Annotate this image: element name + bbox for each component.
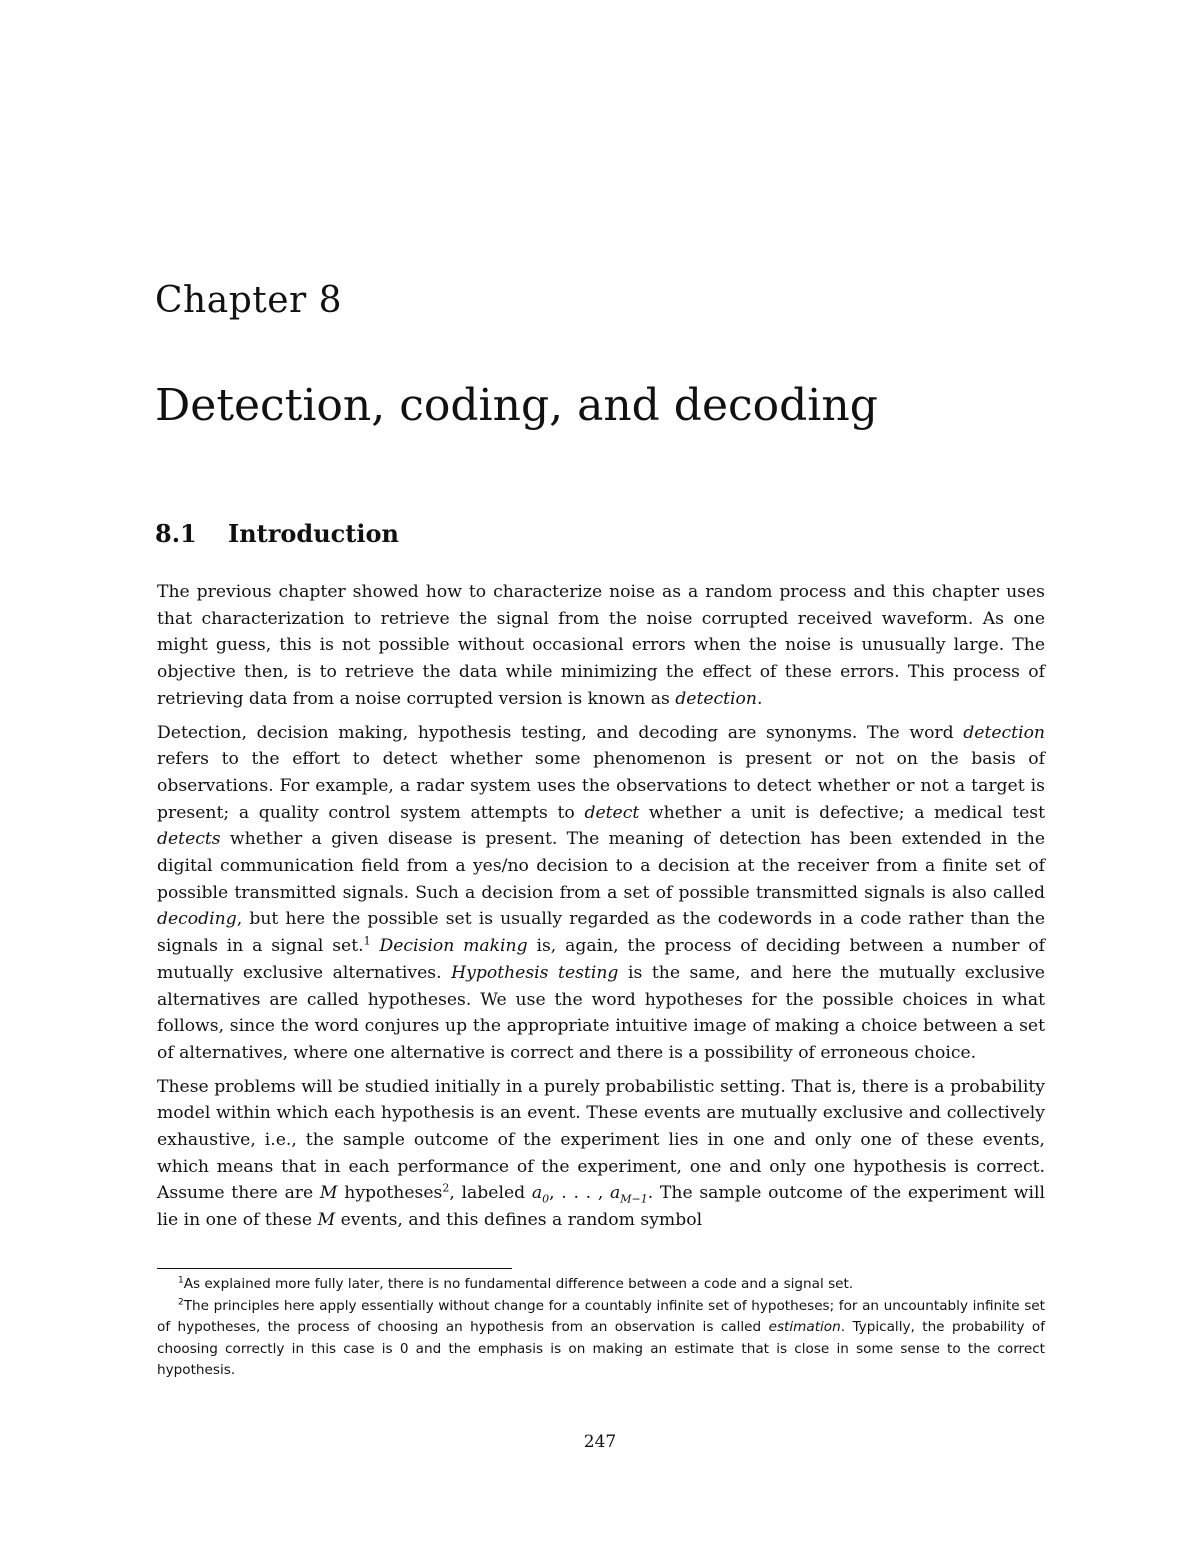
p2-emph-decision-making: Decision making [379,936,528,957]
footnote-ref-2[interactable]: 2 [442,1181,450,1195]
footnote-divider [157,1268,512,1269]
p2-text-b: refers to the effort to detect whether some phenomenon is present or not on the basis of observations. For example, a radar system uses the observations to detect whether or not a target is present; a quality control system attempts to [157,749,1045,823]
footnote-2-emph-estimation: estimation [768,1319,841,1335]
math-ellipsis: , . . . , [549,1183,610,1204]
footnote-2-mark: 2 [178,1296,184,1307]
p1-text-a: The previous chapter showed how to characterize noise as a random process and this chapter uses that characterization to retrieve the signal from the noise corrupted received waveform. As one might guess, this is not possible without occasional errors when the noise is unusually large. The objective then, is to retrieve the data while minimizing the effect of these errors. This process of retrieving data from a noise corrupted version is known as [157,582,1045,709]
p3-text-d: . The sample outcome of the experiment will lie in one of these [157,1183,1045,1231]
p2-text-c: whether a unit is defective; a medical test [639,802,1045,823]
chapter-label: Chapter 8 [155,280,343,321]
math-M-2: M [317,1210,336,1231]
body-text [157,579,1045,1241]
math-a0-subscript: 0 [542,1192,550,1206]
p2-emph-detect: detect [584,802,640,823]
p1-emph-detection: detection [675,688,757,709]
p2-emph-decoding: decoding [157,909,237,930]
p2-emph-hypothesis-testing: Hypothesis testing [451,962,619,983]
paragraph-2 [157,720,1045,1067]
math-aM: a [610,1183,621,1204]
p2-text-g: is the same, and here the mutually exclusive alternatives are called hypotheses. We use the word hypotheses for the possible choices in what follows, since the word conjures up the appropriate intuitive image of making a choice between a set of alternatives, where one alternative is correct and there is a possibility of erroneous choice. [157,962,1045,1063]
footnote-2-text-a: The principles here apply essentially without change for a countably infinite set of hypotheses; for an uncountably infinite set of hypotheses, the process of choosing an hypothesis from an observation is called [157,1297,1045,1335]
math-a0: a [531,1183,543,1204]
p2-text-f: is, again, the process of deciding between a number of mutually exclusive alternatives. [157,936,1045,983]
footnote-2-text-b: . Typically, the probability of choosing correctly in this case is 0 and the emphasis is on making an estimate that is close in some sense to the correct hypothesis. [157,1319,1045,1378]
footnote-1-text: As explained more fully later, there is no fundamental difference between a code and a signal set. [183,1276,854,1292]
section-heading [155,519,399,548]
math-aM-subscript: M−1 [620,1192,648,1206]
p2-text-a: Detection, decision making, hypothesis testing, and decoding are synonyms. The word [157,722,964,743]
paragraph-3 [157,1074,1045,1234]
math-M: M [319,1183,338,1204]
p1-text-b: . [756,688,763,709]
chapter-title: Detection, coding, and decoding [155,380,878,431]
footnote-1 [157,1274,1045,1296]
p3-text-b: hypotheses [337,1183,443,1204]
p2-text-d: whether a given disease is present. The meaning of detection has been extended in the digital communication field from a yes/no decision to a decision at the receiver from a finite set of possible transmitted signals. Such a decision from a set of possible transmitted signals is also called [157,829,1045,903]
footnotes [157,1274,1045,1382]
p3-text-c: , labeled [449,1183,532,1204]
footnote-2 [157,1296,1045,1382]
footnote-ref-1[interactable]: 1 [363,934,371,948]
p3-text-e: events, and this defines a random symbol [335,1210,703,1231]
p2-text-e: , but here the possible set is usually regarded as the codewords in a code rather than the signals in a signal set. [157,909,1045,957]
section-number: 8.1 [155,519,197,548]
section-title: Introduction [228,519,399,548]
p2-emph-detects: detects [157,829,221,850]
p2-emph-detection: detection [963,722,1045,743]
p3-text-a: These problems will be studied initially in a purely probabilistic setting. That is, there is a probability model within which each hypothesis is an event. These events are mutually exclusive and collectively exhaustive, i.e., the sample outcome of the experiment lies in one and only one of these events, which means that in each performance of the experiment, one and only one hypothesis is correct. Assume there are [157,1076,1045,1204]
page-number: 247 [583,1432,617,1452]
footnote-1-mark: 1 [178,1275,184,1286]
paragraph-1 [157,579,1045,713]
